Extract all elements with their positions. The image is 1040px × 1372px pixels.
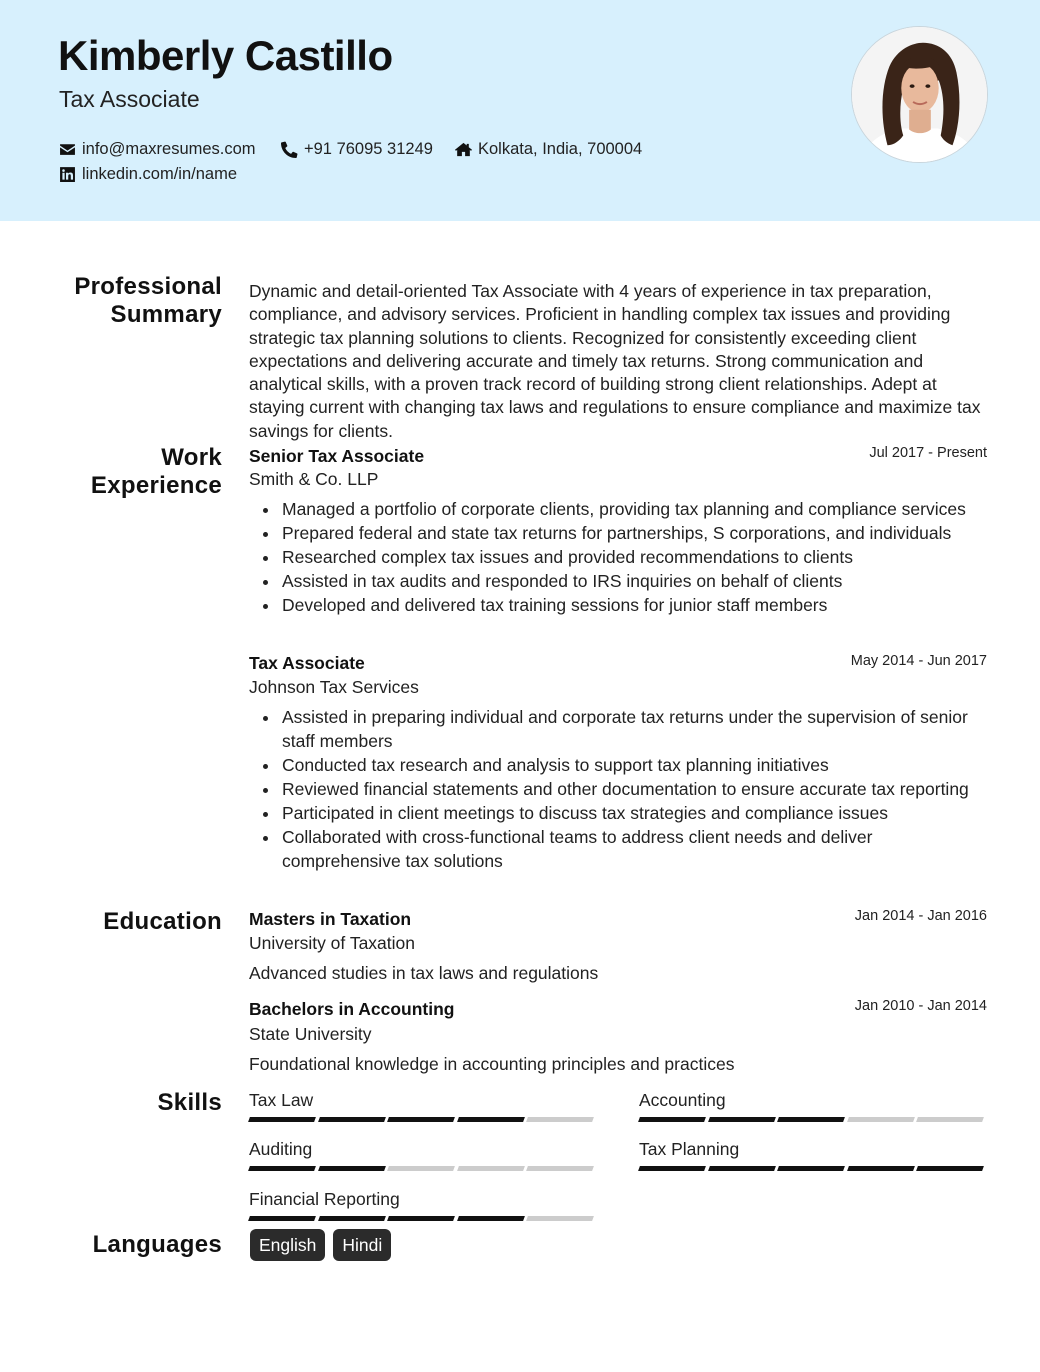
- list-item: Managed a portfolio of corporate clients, providing tax planning and compliance services: [249, 498, 989, 522]
- summary-heading-line2: Summary: [110, 301, 222, 328]
- phone-icon: [281, 141, 298, 158]
- list-item: Assisted in preparing individual and corporate tax returns under the supervision of senior staff members: [249, 706, 989, 753]
- skill-segment-filled: [248, 1216, 315, 1221]
- avatar-portrait: [852, 27, 987, 162]
- skill-name: Tax Planning: [639, 1139, 740, 1159]
- language-badge: Hindi: [333, 1229, 391, 1261]
- skill-level-bar: [249, 1166, 597, 1171]
- skill-item: [639, 1139, 987, 1171]
- list-item: Collaborated with cross-functional teams to address client needs and deliver comprehensive tax solutions: [249, 826, 989, 873]
- skill-segment-filled: [248, 1166, 315, 1171]
- skill-segment-filled: [318, 1117, 385, 1122]
- skill-segment-filled: [318, 1216, 385, 1221]
- list-item: Developed and delivered tax training sessions for junior staff members: [249, 594, 989, 618]
- skill-segment-filled: [457, 1117, 524, 1122]
- job-bullets: [249, 498, 989, 618]
- education-dates: Jan 2010 - Jan 2014: [854, 998, 987, 1014]
- summary-heading-line1: Professional: [74, 273, 222, 300]
- list-item: Prepared federal and state tax returns for partnerships, S corporations, and individuals: [249, 522, 989, 546]
- education-heading: Education: [103, 908, 222, 935]
- envelope-icon: [59, 141, 76, 158]
- skill-segment-filled: [916, 1166, 983, 1171]
- languages-list: [250, 1229, 399, 1261]
- skill-segment-empty: [387, 1166, 454, 1171]
- skill-segment-filled: [638, 1166, 705, 1171]
- job-bullets: [249, 706, 989, 874]
- skill-segment-filled: [777, 1166, 844, 1171]
- skill-item: [249, 1189, 597, 1221]
- skill-level-bar: [249, 1117, 597, 1122]
- education-dates: Jan 2014 - Jan 2016: [854, 908, 987, 924]
- experience-heading-line1: Work: [161, 444, 222, 471]
- skill-level-bar: [249, 1216, 597, 1221]
- education-description: Foundational knowledge in accounting principles and practices: [249, 1054, 735, 1074]
- skills-heading: Skills: [157, 1089, 222, 1116]
- skill-item: [249, 1139, 597, 1171]
- skill-name: Tax Law: [249, 1090, 314, 1110]
- email-text: info@maxresumes.com: [82, 140, 256, 158]
- phone-text: +91 76095 31249: [304, 140, 433, 158]
- skill-segment-filled: [708, 1117, 775, 1122]
- contact-location: [455, 140, 642, 159]
- job-dates: Jul 2017 - Present: [869, 445, 987, 461]
- skill-item: [249, 1090, 597, 1122]
- skill-segment-filled: [777, 1117, 844, 1122]
- contact-email[interactable]: [59, 140, 256, 159]
- job-dates: May 2014 - Jun 2017: [850, 653, 987, 669]
- list-item: Assisted in tax audits and responded to IRS inquiries on behalf of clients: [249, 570, 989, 594]
- skill-segment-filled: [248, 1117, 315, 1122]
- job-title: Senior Tax Associate: [249, 446, 425, 466]
- skill-level-bar: [639, 1117, 987, 1122]
- skill-segment-filled: [847, 1166, 914, 1171]
- degree-title: Masters in Taxation: [249, 909, 412, 929]
- candidate-name: Kimberly Castillo: [58, 32, 393, 79]
- list-item: Researched complex tax issues and provided recommendations to clients: [249, 546, 989, 570]
- skill-item: [639, 1090, 987, 1122]
- languages-heading: Languages: [92, 1231, 222, 1258]
- degree-title: Bachelors in Accounting: [249, 999, 455, 1019]
- contact-linkedin[interactable]: [59, 165, 237, 184]
- skill-name: Financial Reporting: [249, 1189, 400, 1209]
- skill-name: Auditing: [249, 1139, 313, 1159]
- list-item: Conducted tax research and analysis to support tax planning initiatives: [249, 754, 989, 778]
- job-company: Johnson Tax Services: [249, 677, 419, 697]
- skill-segment-filled: [638, 1117, 705, 1122]
- skill-segment-filled: [457, 1216, 524, 1221]
- skill-name: Accounting: [639, 1090, 726, 1110]
- skill-segment-empty: [526, 1117, 593, 1122]
- experience-heading-line2: Experience: [90, 472, 222, 499]
- job-title: Tax Associate: [249, 653, 365, 673]
- linkedin-icon: [59, 166, 76, 183]
- school-name: State University: [249, 1024, 372, 1044]
- summary-heading: [74, 273, 222, 329]
- skill-segment-filled: [708, 1166, 775, 1171]
- list-item: Participated in client meetings to discuss tax strategies and compliance issues: [249, 802, 989, 826]
- location-text: Kolkata, India, 700004: [478, 140, 643, 158]
- list-item: Reviewed financial statements and other documentation to ensure accurate tax reporting: [249, 778, 989, 802]
- summary-text: Dynamic and detail-oriented Tax Associate with 4 years of experience in tax preparation, compliance, and advisory services. Proficient in handling complex tax issues and providing strategic tax planning solutions to clients. Recognized for consistently exceeding client expectations and delivering accurate and timely tax returns. Strong communication and analytical skills, with a proven track record of building strong client relationships. Adept at staying current with changing tax laws and regulations to ensure compliance and maximize tax savings for clients.: [249, 281, 981, 441]
- education-description: Advanced studies in tax laws and regulations: [249, 963, 599, 983]
- skill-segment-empty: [526, 1166, 593, 1171]
- skill-segment-empty: [457, 1166, 524, 1171]
- profile-photo: [851, 26, 988, 163]
- skill-level-bar: [639, 1166, 987, 1171]
- skill-segment-filled: [387, 1117, 454, 1122]
- skill-segment-filled: [318, 1166, 385, 1171]
- skill-segment-empty: [847, 1117, 914, 1122]
- experience-heading: [91, 444, 222, 500]
- language-badge: English: [250, 1229, 325, 1261]
- candidate-title: Tax Associate: [59, 86, 200, 112]
- job-company: Smith & Co. LLP: [249, 469, 379, 489]
- resume-header: [0, 0, 1040, 221]
- skill-segment-empty: [916, 1117, 983, 1122]
- skill-segment-filled: [387, 1216, 454, 1221]
- skill-segment-empty: [526, 1216, 593, 1221]
- school-name: University of Taxation: [249, 933, 416, 953]
- linkedin-text: linkedin.com/in/name: [82, 165, 237, 183]
- home-icon: [455, 141, 472, 158]
- contact-phone[interactable]: [281, 140, 433, 159]
